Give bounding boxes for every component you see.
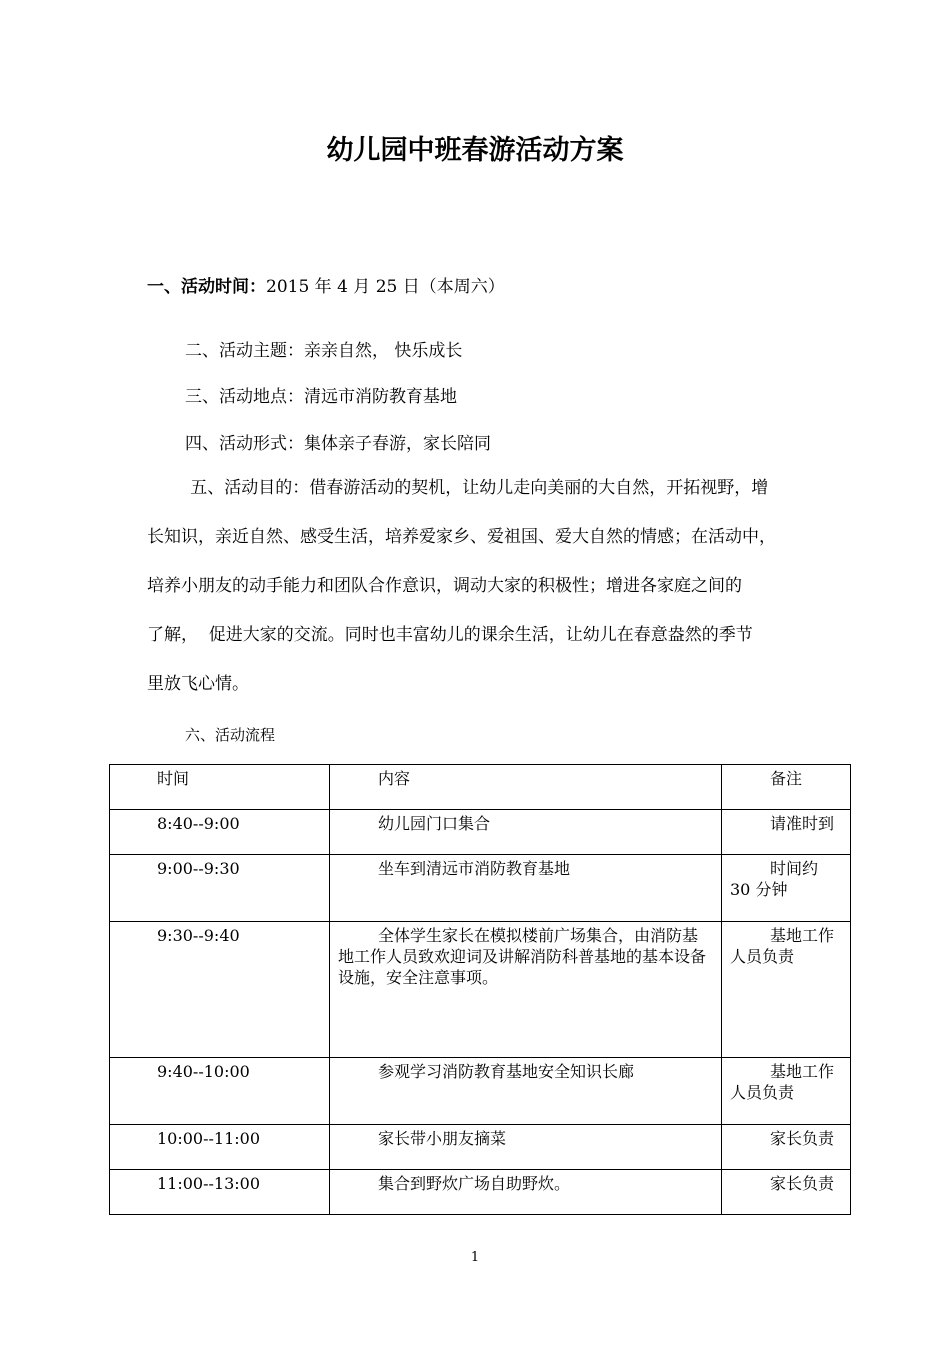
section-activity-flow: 六、活动流程 [185,726,276,744]
page-number: 1 [470,1250,480,1265]
cell-note: 基地工作人员负责 [722,1058,851,1125]
cell-note: 家长负责 [722,1170,851,1215]
cell-content: 幼儿园门口集合 [330,810,722,855]
table-row [110,1170,851,1215]
section-activity-purpose [147,474,807,719]
cell-time: 10:00--11:00 [110,1125,330,1170]
cell-content: 全体学生家长在模拟楼前广场集合，由消防基地工作人员致欢迎词及讲解消防科普基地的基本设备设施，安全注意事项。 [330,922,722,1058]
table-row [110,1125,851,1170]
header-time: 时间 [110,765,330,810]
purpose-line: 长知识，亲近自然、感受生活，培养爱家乡、爱祖国、爱大自然的情感；在活动中， [147,527,776,547]
purpose-line: 里放飞心情。 [147,674,249,694]
cell-content: 集合到野炊广场自助野炊。 [330,1170,722,1215]
cell-note: 基地工作人员负责 [722,922,851,1058]
header-content: 内容 [330,765,722,810]
table-row [110,1058,851,1125]
cell-content: 参观学习消防教育基地安全知识长廊 [330,1058,722,1125]
cell-content: 坐车到清远市消防教育基地 [330,855,722,922]
cell-note: 请准时到 [722,810,851,855]
cell-time: 9:00--9:30 [110,855,330,922]
cell-time: 9:40--10:00 [110,1058,330,1125]
section-activity-time-label: 一、活动时间： [147,277,266,297]
purpose-line: 五、活动目的：借春游活动的契机，让幼儿走向美丽的大自然，开拓视野，增 [147,478,769,498]
table-row [110,855,851,922]
cell-time: 9:30--9:40 [110,922,330,1058]
cell-note: 家长负责 [722,1125,851,1170]
cell-time: 8:40--9:00 [110,810,330,855]
purpose-line: 培养小朋友的动手能力和团队合作意识，调动大家的积极性；增进各家庭之间的 [147,576,742,596]
table-row [110,810,851,855]
cell-time: 11:00--13:00 [110,1170,330,1215]
document-title: 幼儿园中班春游活动方案 [326,135,624,166]
section-activity-time [147,272,505,297]
table-header-row [110,765,851,810]
cell-note: 时间约 30 分钟 [722,855,851,922]
table-row [110,922,851,1058]
section-activity-format: 四、活动形式：集体亲子春游，家长陪同 [185,434,491,454]
header-note: 备注 [722,765,851,810]
purpose-line: 了解， 促进大家的交流。同时也丰富幼儿的课余生活，让幼儿在春意盎然的季节 [147,625,753,645]
section-activity-location: 三、活动地点：清远市消防教育基地 [185,387,457,407]
cell-content: 家长带小朋友摘菜 [330,1125,722,1170]
schedule-table [109,764,851,1215]
section-activity-theme: 二、活动主题：亲亲自然， 快乐成长 [185,341,463,361]
section-activity-time-value: 2015 年 4 月 25 日（本周六） [266,277,505,297]
